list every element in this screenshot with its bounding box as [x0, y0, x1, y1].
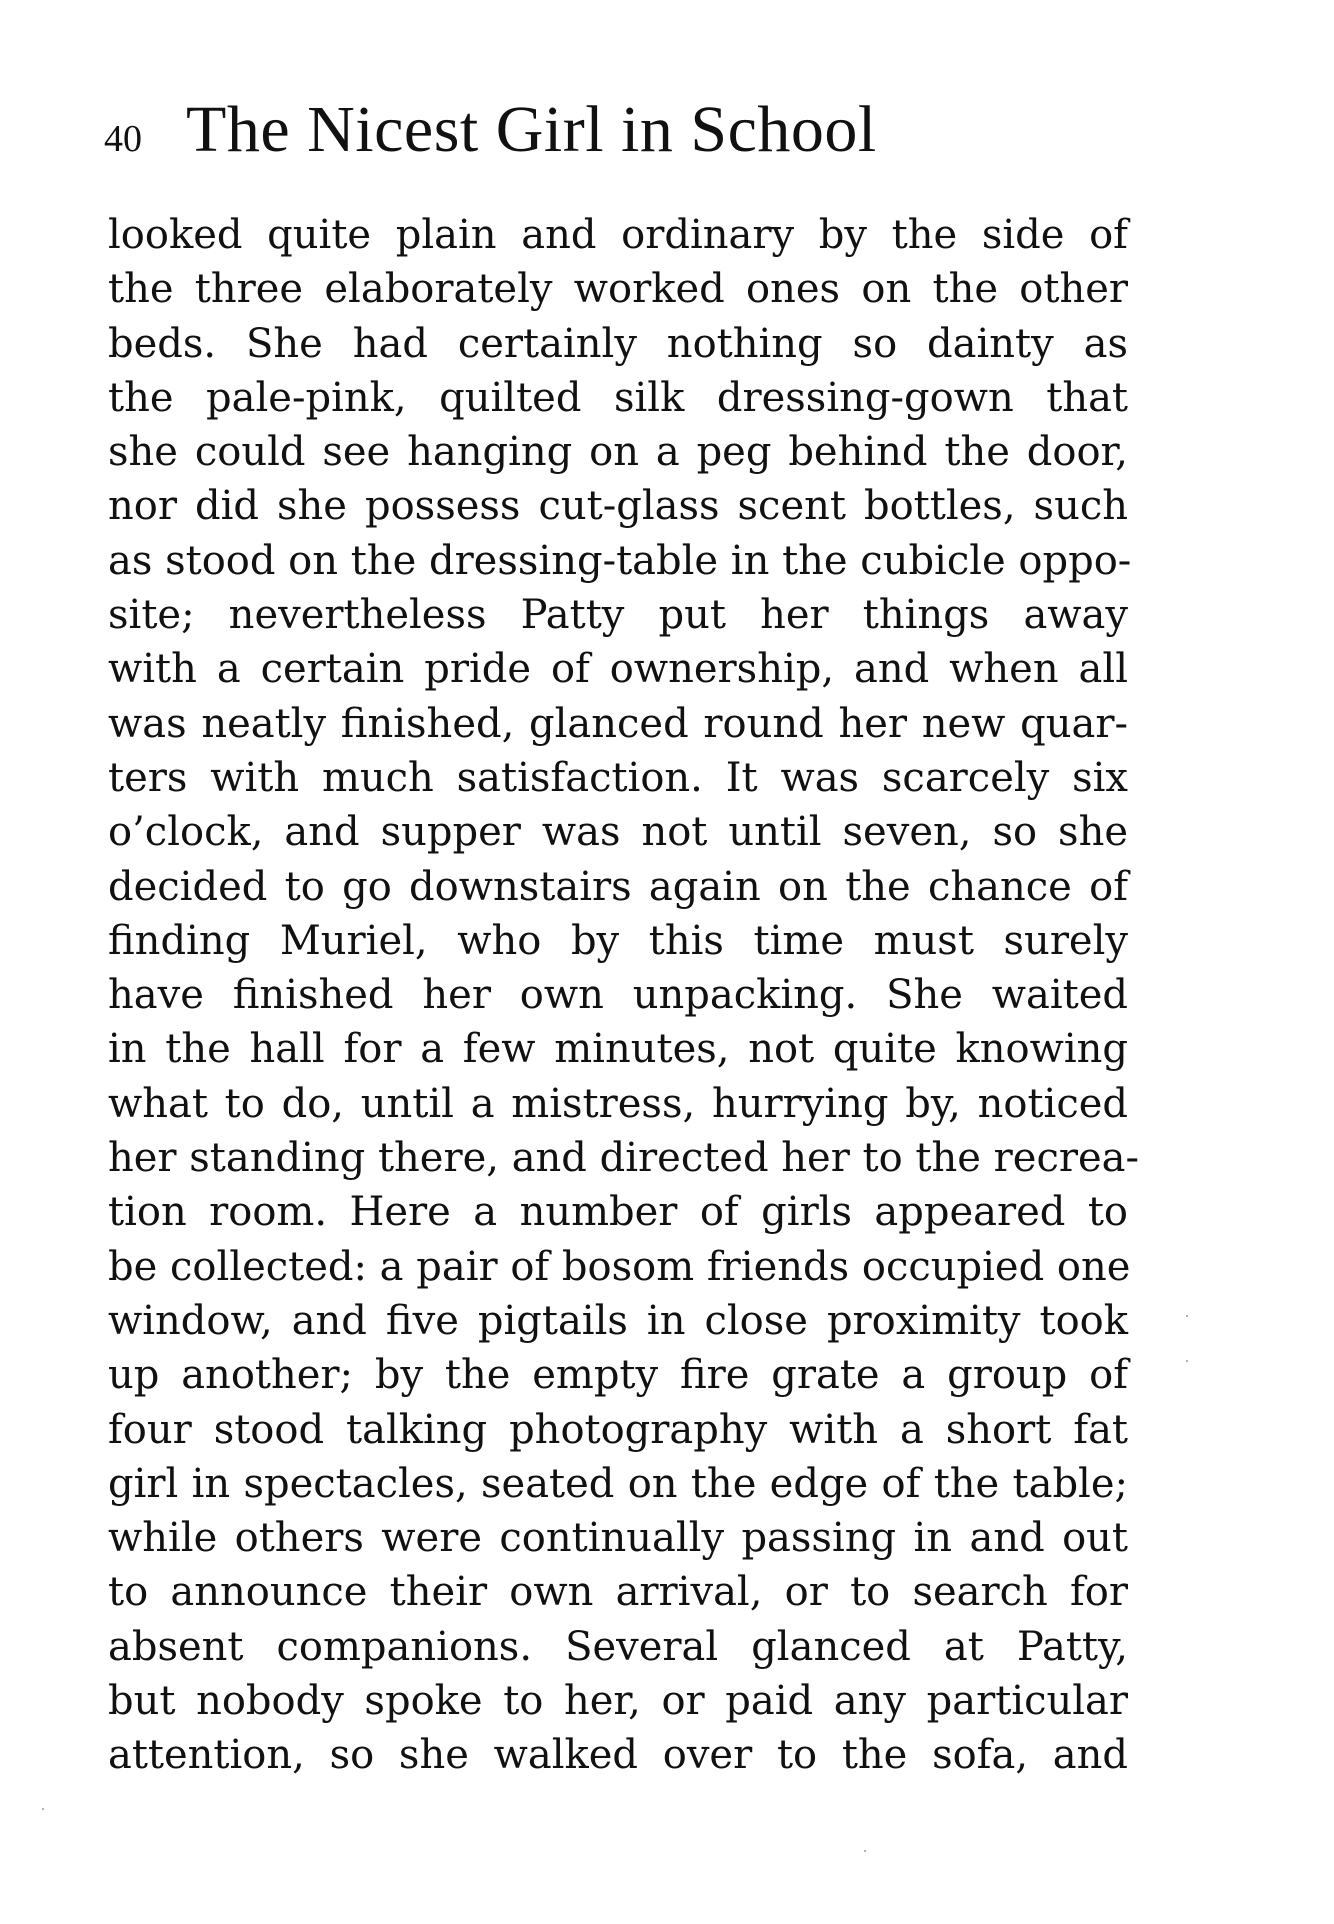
text-line: site; nevertheless Patty put her things away	[108, 592, 1128, 639]
page-header	[104, 92, 1004, 172]
text-line: her standing there, and directed her to the recrea-	[108, 1135, 1139, 1182]
text-line: as stood on the dressing-table in the cubicle oppo-	[108, 537, 1132, 584]
text-line: while others were continually passing in and out	[108, 1515, 1128, 1562]
text-line: nor did she possess cut-glass scent bottles, such	[108, 483, 1128, 530]
text-line: ters with much satisfaction. It was scarcely six	[108, 754, 1128, 801]
text-line: finding Muriel, who by this time must surely	[108, 917, 1128, 964]
text-line: she could see hanging on a peg behind the door,	[108, 429, 1128, 476]
body-text	[108, 208, 1139, 1783]
text-line: the three elaborately worked ones on the other	[108, 266, 1128, 313]
text-line: absent companions. Several glanced at Patty,	[108, 1623, 1128, 1670]
text-line: o’clock, and supper was not until seven, so she	[108, 809, 1128, 856]
text-line: but nobody spoke to her, or paid any particular	[108, 1678, 1128, 1725]
text-line: looked quite plain and ordinary by the side of	[108, 212, 1128, 258]
text-line: in the hall for a few minutes, not quite knowing	[108, 1026, 1128, 1073]
text-line: girl in spectacles, seated on the edge of the table;	[108, 1460, 1128, 1507]
text-line: up another; by the empty fire grate a group of	[108, 1352, 1128, 1399]
text-line: beds. She had certainly nothing so dainty as	[108, 320, 1128, 367]
text-line: attention, so she walked over to the sofa, and	[108, 1732, 1128, 1779]
text-line: window, and five pigtails in close proximity took	[108, 1297, 1128, 1344]
paper-speck	[42, 1808, 44, 1810]
paper-speck	[864, 1850, 866, 1852]
text-line: the pale-pink, quilted silk dressing-gown that	[108, 374, 1128, 421]
text-line: be collected: a pair of bosom friends occupied one	[108, 1243, 1131, 1290]
text-line: was neatly finished, glanced round her new quar-	[108, 700, 1128, 747]
text-line: decided to go downstairs again on the chance of	[108, 863, 1128, 910]
text-line: with a certain pride of ownership, and when all	[108, 646, 1128, 693]
paper-speck	[1186, 1360, 1188, 1362]
text-line: have finished her own unpacking. She waited	[108, 972, 1128, 1019]
text-line: four stood talking photography with a short fat	[108, 1406, 1128, 1453]
running-title: The Nicest Girl in School	[186, 93, 877, 166]
text-line: to announce their own arrival, or to search for	[108, 1569, 1128, 1616]
text-line: what to do, until a mistress, hurrying by, noticed	[108, 1080, 1128, 1127]
page-number: 40	[104, 118, 142, 160]
text-line: tion room. Here a number of girls appeared to	[108, 1189, 1128, 1236]
paper-speck	[1186, 1315, 1188, 1317]
